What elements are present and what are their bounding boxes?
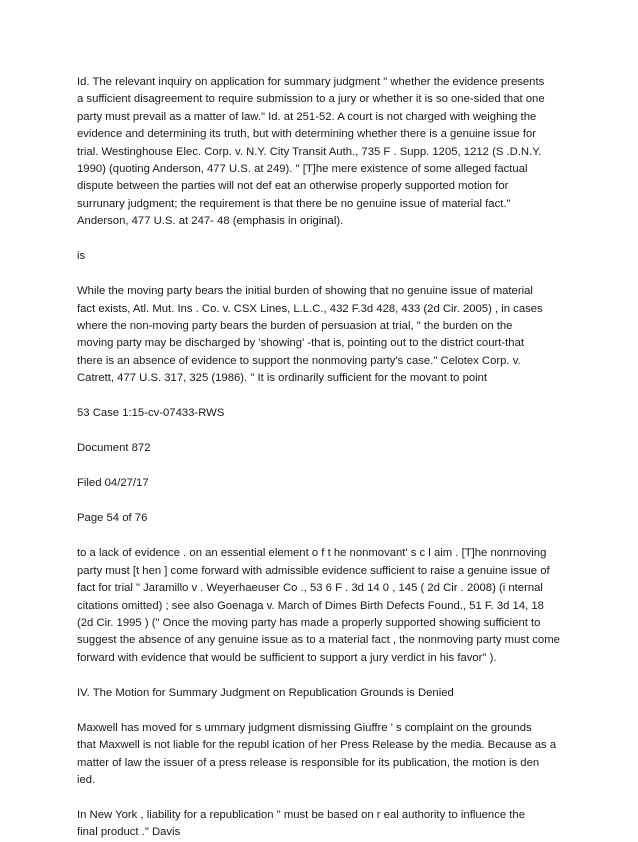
text-line: that Maxwell is not liable for the republ ication of her Press Release by the media. Because as a [77,739,557,752]
paragraph [77,545,566,667]
text-line: Catrett, 477 U.S. 317, 325 (1986). " It is ordinarily sufficient for the movant to point [77,372,488,385]
text-line: to a lack of evidence . on an essential element o f t he nonmovant' s c l aim . [T]he nonrnoving [77,547,547,560]
text-line: Filed 04/27/17 [77,477,149,490]
text-line: 53 Case 1:15-cv-07433-RWS [77,407,225,420]
paragraph [77,74,566,231]
text-line: party must [t hen ] come forward with admissible evidence sufficient to raise a genuine issue of [77,564,550,577]
paragraph [77,807,566,842]
text-line: Page 54 of 76 [77,512,148,525]
document-body [77,74,566,842]
text-line: fact exists, Atl. Mut. Ins . Co. v. CSX Lines, L.L.C., 432 F.3d 428, 433 (2d Cir. 2005) , in cases [77,302,543,315]
text-line: Maxwell has moved for s ummary judgment dismissing Giuffre ' s complaint on the grounds [77,721,532,734]
text-line: dispute between the parties will not def eat an otherwise properly supported motion for [77,180,509,193]
paragraph [77,685,566,702]
paragraph [77,510,566,527]
text-line: forward with evidence that would be sufficient to support a jury verdict in his favor" ). [77,651,497,664]
paragraph [77,440,566,457]
text-line: ied. [77,773,96,786]
text-line: a sufficient disagreement to require submission to a jury or whether it is so one-sided that one [77,93,545,106]
paragraph [77,283,566,387]
text-line: Document 872 [77,442,151,455]
text-line: suggest the absence of any genuine issue as to a material fact , the nonmoving party must come [77,634,560,647]
text-line: evidence and determining its truth, but with determining whether there is a genuine issue for [77,128,537,141]
text-line: citations omitted) ; see also Goenaga v. March of Dimes Birth Defects Found., 51 F. 3d 14, 18 [77,599,544,612]
text-line: In New York , liability for a republication " must be based on r eal authority to influence the [77,808,525,821]
text-line: party must prevail as a matter of law." Id. at 251-52. A court is not charged with weighing the [77,110,537,123]
text-line: moving party may be discharged by 'showing' -that is, pointing out to the district court-that [77,337,524,350]
text-line: where the non-moving party bears the burden of persuasion at trial, " the burden on the [77,320,513,333]
text-line: 1990) (quoting Anderson, 477 U.S. at 249). " [T]he mere existence of some alleged factual [77,163,528,176]
text-line: Anderson, 477 U.S. at 247- 48 (emphasis in original). [77,215,344,228]
text-line: surrunary judgment; the requirement is that there be no genuine issue of material fact." [77,197,511,210]
text-line: While the moving party bears the initial burden of showing that no genuine issue of material [77,285,533,298]
text-line: matter of law the issuer of a press release is responsible for its publication, the motion is den [77,756,540,769]
text-line: Id. The relevant inquiry on application for summary judgment " whether the evidence presents [77,76,545,88]
text-line: final product ." Davis [77,826,181,839]
text-line: there is an absence of evidence to support the nonmoving party's case." Celotex Corp. v. [77,354,521,367]
text-line: fact for trial " Jaramillo v . Weyerhaeuser Co ., 53 6 F . 3d 14 0 , 145 ( 2d Cir . 2008) (i nternal [77,582,543,595]
paragraph [77,405,566,422]
text-line: (2d Cir. 1995 ) (" Once the moving party has made a properly supported showing sufficient to [77,616,541,629]
paragraph [77,248,566,265]
text-line: trial. Westinghouse Elec. Corp. v. N.Y. City Transit Auth., 735 F . Supp. 1205, 1212 (S .D.N.Y. [77,145,542,158]
text-line: is [77,250,86,263]
paragraph [77,475,566,492]
text-line: IV. The Motion for Summary Judgment on Republication Grounds is Denied [77,686,454,699]
paragraph [77,720,566,790]
